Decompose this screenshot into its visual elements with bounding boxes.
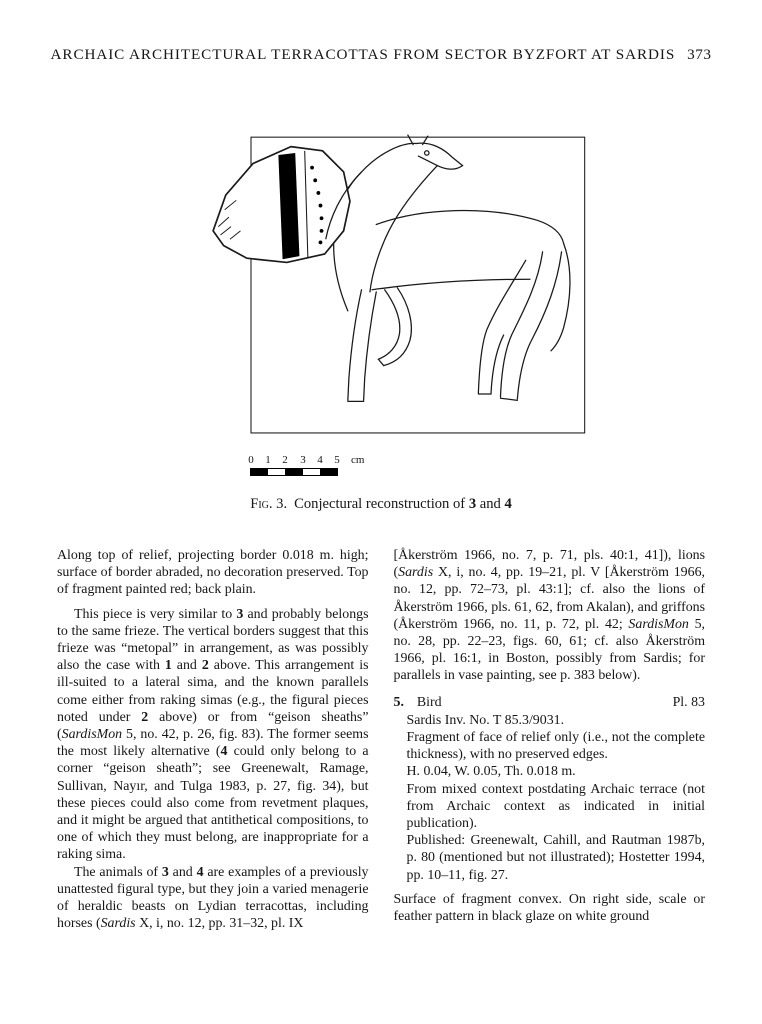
left-column xyxy=(57,547,369,932)
entry-number: 5. xyxy=(393,694,404,710)
entry-detail: From mixed context postdating Archaic terrace (not from Archaic context as indicated in initial publication). xyxy=(406,781,705,832)
scale-tick: 2 xyxy=(282,454,288,466)
caption-text: Conjectural reconstruction of 3 and 4 xyxy=(294,496,512,512)
fragment-overlay xyxy=(213,147,361,263)
paragraph: [Åkerström 1966, no. 7, p. 71, pls. 40:1, 41]), lions (Sardis X, i, no. 4, pp. 19–21, pl. V [Åkerström 1966, no. 12, pp. 72–73, pl. 43:1]; cf. also the lions of Åkerström 1966, pls. 61, 62, from Akalan), and griffons (Åkerström 1966, no. 11, p. 72, pl. 42; SardisMon 5, no. 28, pp. 22–23, figs. 60, 61; cf. also Åkerström 1966, pl. 16:1, in Boston, possibly from Sardis; for parallels in vase painting, see p. 383 below). xyxy=(393,548,705,684)
figure xyxy=(0,134,762,434)
scale-tick: 0 xyxy=(248,454,254,466)
catalog-entry-details xyxy=(407,712,706,884)
entry-detail: Fragment of face of relief only (i.e., not the complete thickness), with no preserved edges. xyxy=(406,730,705,763)
catalog-entry-heading xyxy=(394,694,706,711)
right-column xyxy=(394,547,706,932)
entry-detail: Published: Greenewalt, Cahill, and Rautman 1987b, p. 80 (mentioned but not illustrated); Hostetter 1994, pp. 10–11, fig. 27. xyxy=(406,833,705,883)
text-columns xyxy=(57,547,705,932)
entry-plate: Pl. 83 xyxy=(672,694,705,710)
scale-tick: 1 xyxy=(265,454,271,466)
paragraph: The animals of 3 and 4 are examples of a previously unattested figural type, but they join a varied menagerie of heraldic beasts on Lydian terracottas, including horses (Sardis X, i, no. 12, pp. 31–32, pl. IX xyxy=(57,864,369,932)
entry-detail: H. 0.04, W. 0.05, Th. 0.018 m. xyxy=(406,764,576,780)
entry-title: Bird xyxy=(416,694,442,710)
scale-labels xyxy=(248,454,365,468)
paragraph: Along top of relief, projecting border 0.018 m. high; surface of border abraded, no decoration preserved. Top of fragment painted red; back plain. xyxy=(57,548,369,598)
caption-label: Fig. 3. xyxy=(250,496,288,512)
entry-detail: Sardis Inv. No. T 85.3/9031. xyxy=(406,712,565,728)
paragraph: This piece is very similar to 3 and probably belongs to the same frieze. The vertical borders suggest that this frieze was “metopal” in arrangement, as was possibly also the case with 1 and 2 above. This arrangement is ill-suited to a lateral sima, and the known parallels come either from raking simas (e.g., the figural pieces noted under 2 above) or from “geison sheaths” (SardisMon 5, no. 42, p. 26, fig. 83). The former seems the most likely alternative (4 could only belong to a corner “geison sheath”; see Greenewalt, Ramage, Sullivan, Nayır, and Tulga 1983, p. 27, fig. 34), but these pieces could also come from revetment plaques, and it might be argued that antithetical compositions, to one of which they must belong, are inappropriate for a raking sima. xyxy=(57,606,369,863)
scale-unit: cm xyxy=(351,454,365,466)
scale-bar xyxy=(250,454,380,476)
scale-tick: 4 xyxy=(317,454,323,466)
scale-tick: 5 xyxy=(334,454,340,466)
reconstruction-drawing xyxy=(195,134,587,434)
scale-cells xyxy=(250,468,338,476)
figure-caption xyxy=(0,496,762,513)
running-head xyxy=(0,0,762,64)
animal-outline xyxy=(334,135,570,401)
paragraph: Surface of fragment convex. On right side, scale or feather pattern in black glaze on white ground xyxy=(393,891,705,925)
scale-tick: 3 xyxy=(300,454,306,466)
page-number: 373 xyxy=(687,46,712,63)
eye xyxy=(425,151,429,155)
running-title: ARCHAIC ARCHITECTURAL TERRACOTTAS FROM SECTOR BYZFORT AT SARDIS xyxy=(50,46,676,63)
